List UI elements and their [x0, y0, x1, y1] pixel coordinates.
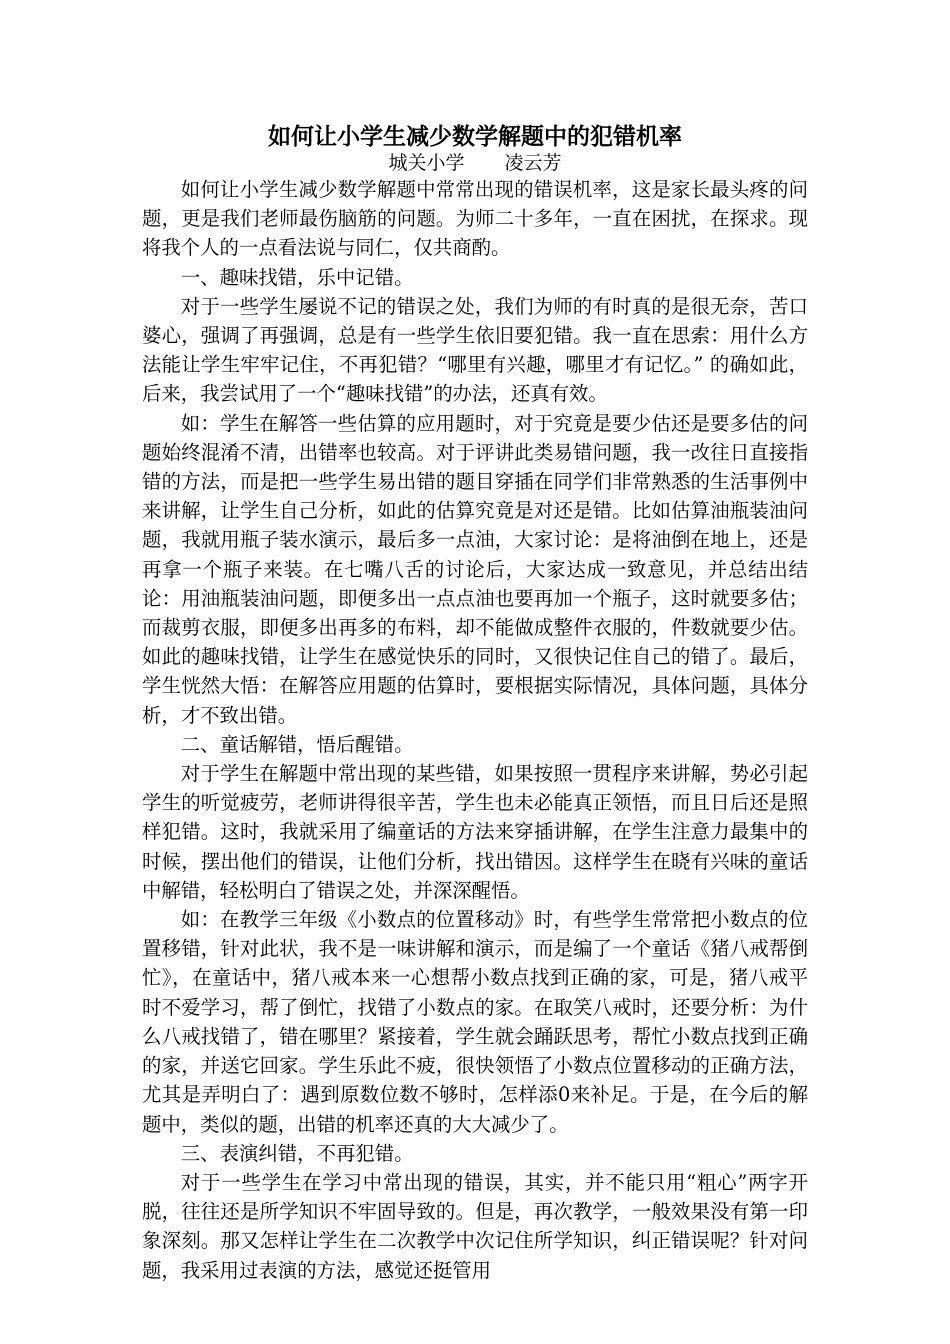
- document-title: 如何让小学生减少数学解题中的犯错机率: [268, 124, 682, 150]
- document-body: [142, 175, 808, 1285]
- section-heading-2: 二、童话解错，悟后醒错。: [180, 732, 414, 756]
- paragraph: 对于学生在解题中常出现的某些错，如果按照一贯程序来讲解，势必引起学生的听觉疲劳，老师讲得很辛苦，学生也未必能真正领悟，而且日后还是照样犯错。这时，我就采用了编童话的方法来穿插讲解，在学生注意力最集中的时候，摆出他们的错误，让他们分析，找出错因。这样学生在晓有兴味的童话中解错，轻松明白了错误之处，并深深醒悟。: [142, 762, 808, 902]
- author-name: 凌云芳: [504, 152, 562, 174]
- paragraph: 如：在教学三年级《小数点的位置移动》时，有些学生常常把小数点的位置移错，针对此状，我不是一味讲解和演示，而是编了一个童话《猪八戒帮倒忙》，在童话中，猪八戒本来一心想帮小数点找到正确的家，可是，猪八戒平时不爱学习，帮了倒忙，找错了小数点的家。在取笑八戒时，还要分析：为什么八戒找错了，错在哪里？紧接着，学生就会踊跃思考，帮忙小数点找到正确的家，并送它回家。学生乐此不疲，很快领悟了小数点位置移动的正确方法，尤其是弄明白了：遇到原数位数不够时，怎样添0来补足。于是，在今后的解题中，类似的题，出错的机率还真的大大减少了。: [142, 908, 808, 1136]
- paragraph: 对于一些学生在学习中常出现的错误，其实，并不能只用“粗心”两字开脱，往往还是所学知识不牢固导致的。但是，再次教学，一般效果没有第一印象深刻。那又怎样让学生在二次教学中次记住所学知识，纠正错误呢？针对问题，我采用过表演的方法，感觉还挺管用: [142, 1170, 808, 1282]
- paragraph-intro: 如何让小学生减少数学解题中常常出现的错误机率，这是家长最头疼的问题，更是我们老师最伤脑筋的问题。为师二十多年，一直在困扰，在探求。现将我个人的一点看法说与同仁，仅共商酌。: [142, 178, 808, 260]
- paragraph: 如：学生在解答一些估算的应用题时，对于究竟是要少估还是要多估的问题始终混淆不清，出错率也较高。对于评讲此类易错问题，我一改往日直接指错的方法，而是把一些学生易出错的题目穿插在同学们非常熟悉的生活事例中来讲解，让学生自己分析，如此的估算究竟是对还是错。比如估算油瓶装油问题，我就用瓶子装水演示，最后多一点油，大家讨论：是将油倒在地上，还是再拿一个瓶子来装。在七嘴八舌的讨论后，大家达成一致意见，并总结出结论：用油瓶装油问题，即便多出一点点油也要再加一个瓶子，这时就要多估；而裁剪衣服，即便多出再多的布料，却不能做成整件衣服的，件数就要少估。如此的趣味找错，让学生在感觉快乐的同时，又很快记住自己的错了。最后，学生恍然大悟：在解答应用题的估算时，要根据实际情况，具体问题，具体分析，才不致出错。: [142, 411, 808, 727]
- school-name: 城关小学: [388, 152, 465, 174]
- byline: [0, 151, 950, 176]
- section-heading-3: 三、表演纠错，不再犯错。: [180, 1141, 414, 1165]
- section-heading-1: 一、趣味找错，乐中记错。: [180, 265, 414, 289]
- paragraph: 对于一些学生屡说不记的错误之处，我们为师的有时真的是很无奈，苦口婆心，强调了再强调，总是有一些学生依旧要犯错。我一直在思索：用什么方法能让学生牢牢记住，不再犯错？“哪里有兴趣，哪里才有记忆。” 的确如此，后来，我尝试用了一个“趣味找错”的办法，还真有效。: [142, 294, 808, 406]
